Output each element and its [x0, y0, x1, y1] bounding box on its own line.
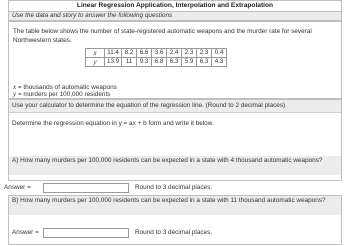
x-cell: 2.4: [167, 49, 182, 58]
y-cell: 13.9: [105, 58, 122, 67]
y-cell: 9.3: [137, 58, 152, 67]
intro-text: The table below shows the number of state-registered automatic weapons and the murder rate for several Northwestern states.: [13, 28, 312, 44]
x-definition: x = thousands of automatic weapons: [13, 83, 117, 91]
answer-a-input[interactable]: [43, 183, 129, 193]
y-cell: 6.3: [197, 58, 212, 67]
y-cell: 6.8: [152, 58, 167, 67]
answer-b-round-note: Round to 3 decimal places.: [135, 229, 213, 236]
x-header: x: [86, 49, 105, 58]
table-row-y: [86, 58, 227, 67]
y-cell: 6.3: [167, 58, 182, 67]
y-header: y: [86, 58, 105, 67]
answer-b-label: Answer =: [12, 229, 39, 236]
data-panel: [8, 21, 342, 99]
instructions-bar: Use the data and story to answer the following questions: [8, 11, 342, 21]
answer-a-label: Answer =: [4, 184, 31, 191]
determine-text: Determine the regression equation in y = ax + b form and write it below.: [12, 120, 214, 127]
data-table: [85, 48, 227, 67]
answer-b-input[interactable]: [43, 228, 129, 238]
x-cell: 2.3: [197, 49, 212, 58]
calculator-note: Use your calculator to determine the equation of the regression line. (Round to 2 decimal places): [9, 100, 341, 113]
answer-a-round-note: Round to 3 decimal places.: [135, 184, 213, 191]
x-cell: 6.6: [137, 49, 152, 58]
x-cell: 11.4: [105, 49, 122, 58]
y-definition: y = murders per 100,000 residents: [13, 90, 111, 98]
y-cell: 5.9: [182, 58, 197, 67]
y-cell: 11: [122, 58, 137, 67]
x-cell: 0.4: [212, 49, 227, 58]
regression-panel: [8, 99, 342, 181]
question-a: A) How many murders per 100,000 residents can be expected in a state with 4 thousand automatic weapons?: [9, 156, 341, 175]
x-cell: 8.2: [122, 49, 137, 58]
table-row-x: [86, 49, 227, 58]
x-cell: 3.6: [152, 49, 167, 58]
page-title: Linear Regression Application, Interpolation and Extrapolation: [8, 0, 342, 11]
x-cell: 2.3: [182, 49, 197, 58]
question-b: B) How many murders per 100,000 residents can be expected in a state with 11 thousand automatic weapons?: [9, 196, 341, 215]
y-cell: 4.3: [212, 58, 227, 67]
